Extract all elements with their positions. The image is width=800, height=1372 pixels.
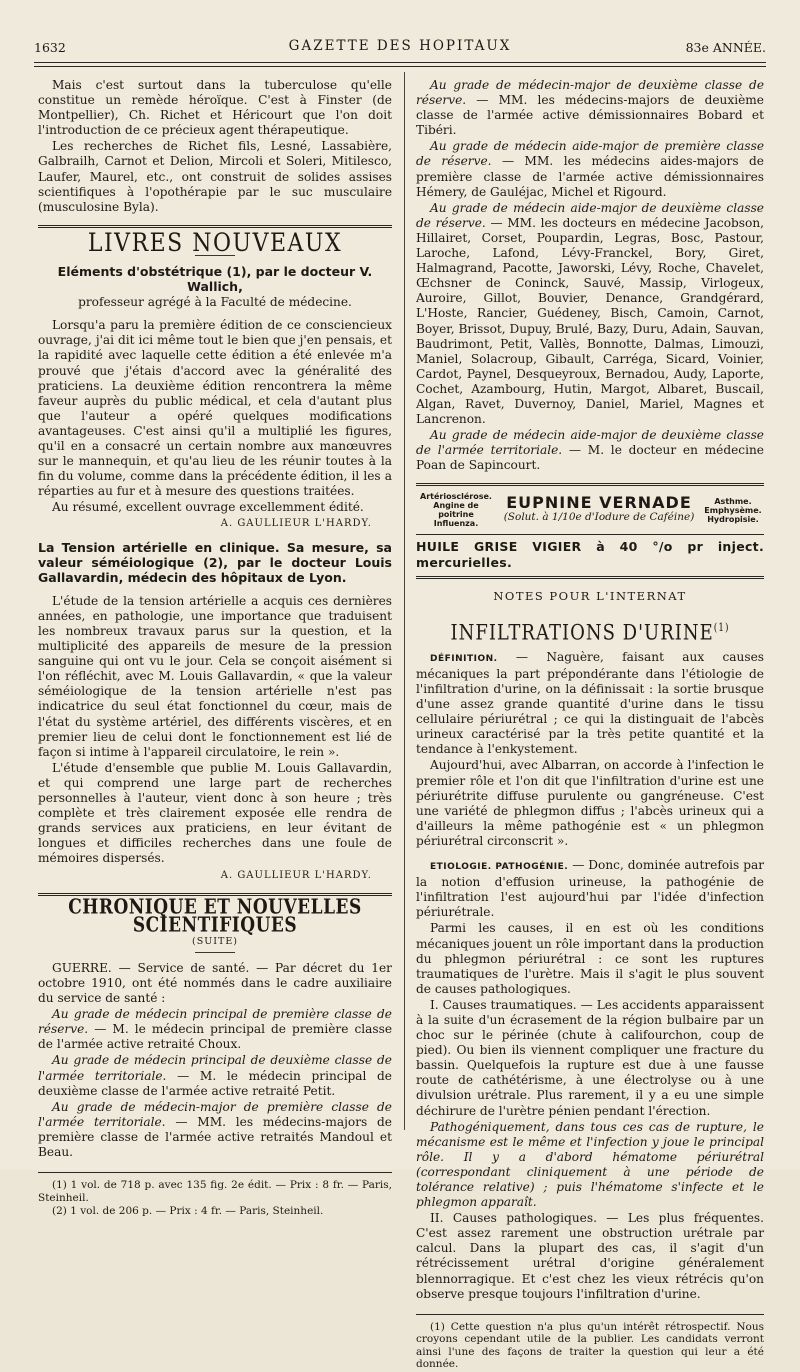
year-label: 83e ANNÉE. [685, 40, 766, 55]
page-header [34, 38, 766, 58]
paragraph: Au grade de médecin-major de deuxième classe de réserve. — MM. les médecins-majors de deuxième classe de l'armée active démissionnaires Bobard et Tibéri. [416, 78, 764, 138]
paragraph: ETIOLOGIE. PATHOGÉNIE. — Donc, dominée autrefois par la notion d'effusion urineuse, la pathogénie de l'infiltration l'est aujourd'hui par l'idée d'infection périurétrale. [416, 858, 765, 920]
footnote-ref: (1) [713, 622, 730, 635]
header-rule [34, 62, 766, 63]
paragraph: Au grade de médecin principal de deuxième classe de l'armée territoriale. — M. le médecin principal de deuxième classe de l'armée active retraité Petit. [38, 1053, 392, 1098]
signature: A. GAULLIEUR L'HARDY. [220, 869, 372, 881]
book-author-info: professeur agrégé à la Faculté de médecine. [78, 295, 352, 310]
paragraph: Les recherches de Richet fils, Lesné, Lassabière, Galbrailh, Carnot et Delion, Mircoli et Soleri, Mitilesco, Laufer, Maurel, etc., ont construit de solides assises scientifiques à l'opothérapie par le suc musculaire (musculosine Byla). [38, 139, 392, 214]
ad-center [504, 495, 695, 525]
ad-divider [416, 534, 764, 535]
advertisement-eupnine [416, 492, 764, 528]
footnote-rule [38, 1172, 392, 1173]
column-separator [404, 72, 405, 1130]
ad-divider [416, 576, 764, 579]
divider [195, 952, 235, 953]
paragraph: Pathogéniquement, dans tous ces cas de rupture, le mécanisme est le même et l'infection y joue le principal rôle. Il y a d'abord hématome périurétral (correspondant cliniquement à une période de tolérance relative) ; puis l'hématome s'infecte et le phlegmon apparaît. [416, 1119, 764, 1210]
paragraph: I. Causes traumatiques. — Les accidents apparaissent à la suite d'un écrasement de la région bulbaire par un choc sur le périnée (chute à califourchon, coup de pied). Ou bien ils viennent compliquer une fracture du bassin. Quelquefois la rupture est due à une fausse route de cathétérisme, à une électrolyse ou à une divulsion urétrale. Plus rarement, il y a eu une simple déchirure de l'urètre pénien pendant l'érection. [416, 997, 764, 1118]
advertisement-huile-grise: HUILE GRISE VIGIER à 40 °/o pr inject. mercurielles. [416, 539, 764, 570]
right-column [416, 78, 764, 1372]
paragraph: Au grade de médecin aide-major de deuxième classe de l'armée territoriale. — M. le docteur en médecine Poan de Sapincourt. [416, 428, 764, 473]
ad-subtitle: (Solut. à 1/10e d'Iodure de Caféine) [503, 511, 695, 524]
paragraph: GUERRE. — Service de santé. — Par décret du 1er octobre 1910, ont été nommés dans le cadre auxiliaire du service de santé : [38, 960, 392, 1006]
paragraph: Aujourd'hui, avec Albarran, on accorde à l'infection le premier rôle et l'on dit que l'infiltration d'urine est une périurétrite diffuse purulente ou gangréneuse. C'est une variété de phlegmon diffus ; l'abcès urineux qui a d'ailleurs la même pathogénie est « un phlegmon périurétral circonscrit ». [416, 758, 764, 848]
paragraph: Au grade de médecin-major de première classe de l'armée territoriale. — MM. les médecins-majors de première classe de l'armée active retraités Mandoul et Beau. [38, 1099, 392, 1159]
left-column [38, 78, 392, 1219]
paragraph: L'étude de la tension artérielle a acquis ces dernières années, en pathologie, une importance que traduisent les nombreux travaux parus sur la question, et la multiplicité des appareils de mesure de la pression sanguine qui ont vu le jour. Cela se conçoit aisément si l'on réfléchit, avec M. Louis Gallavardin, « que la valeur séméiologique de la tension artérielle n'est pas indicatrice du seul état fonctionnel du cœur, mais de l'état du système artériel, des différents viscères, et en premier lieu de celui dont le fonctionnement est lié de façon si intime à l'appareil circulatoire, le rein ». [38, 593, 392, 759]
section-divider [38, 225, 392, 228]
footnote: (1) 1 vol. de 718 p. avec 135 fig. 2e édit. — Prix : 8 fr. — Paris, Steinheil. [38, 1179, 392, 1204]
footnote-rule [416, 1314, 764, 1315]
paragraph: Au grade de médecin aide-major de deuxième classe de réserve. — MM. les docteurs en médecine Jacobson, Hillairet, Corset, Poupardin, Legras, Bosc, Pastour, Laroche, Lafond, Lévy-Franckel, Bory, Giret, Halmagrand, Pacotte, Jaworski, Lévy, Roche, Chavelet, Œchsner de Coninck, Sauvé, Massip, Virlogeux, Auroire, Gillot, Bouvier, Denance, Grandgérard, L'Hoste, Rancier, Guédeney, Bisch, Camoin, Carnot, Boyer, Brissot, Dupuy, Brulé, Bazy, Duru, Adain, Sauvan, Baudrimont, Petit, Vallès, Bonnotte, Dalmas, Limouzi, Maniel, Solacroup, Gibault, Carréga, Sicard, Voinier, Cardot, Paynel, Desqueyroux, Bernadou, Audy, Laporte, Cochet, Azambourg, Hutin, Margot, Albaret, Buscail, Algan, Ravet, Duvernoy, Daniel, Mariel, Magnes et Lancrenon. [416, 200, 764, 427]
footnote: (2) 1 vol. de 206 p. — Prix : 4 fr. — Paris, Steinheil. [52, 1205, 324, 1218]
journal-title: GAZETTE DES HOPITAUX [288, 38, 512, 54]
ad-indications-left: Artériosclérose. Angine de poitrine Influenza. [420, 492, 492, 529]
paragraph: L'étude d'ensemble que publie M. Louis Gallavardin, et qui comprend une large part de recherches personnelles à l'auteur, vient donc à son heure ; très complète et très clairement exposée elle rendra de grands services aux praticiens, en leur évitant de longues et difficiles recherches dans une foule de mémoires dispersés. [38, 760, 392, 866]
paragraph: Mais c'est surtout dans la tuberculose qu'elle constitue un remède héroïque. C'est à Finster (de Montpellier), Ch. Richet et Héricourt que l'on doit l'introduction de ce précieux agent thérapeutique. [38, 78, 392, 138]
book-title: La Tension artérielle en clinique. Sa mesure, sa valeur séméiologique (2), par le docteur Louis Gallavardin, médecin des hôpitaux de Lyon. [38, 539, 392, 585]
page-number: 1632 [34, 40, 66, 55]
ad-divider [416, 483, 764, 486]
paragraph: Lorsqu'a paru la première édition de ce consciencieux ouvrage, j'ai dit ici même tout le bien que j'en pensais, et la rapidité avec laquelle cette édition a été enlevée m'a prouvé que j'étais d'accord avec la généralité des praticiens. La deuxième édition rencontrera la même faveur auprès du public médical, et cela d'autant plus que l'auteur a opéré quelques modifications avantageuses. C'est ainsi qu'il a multiplié les figures, qu'il en a consacré un certain nombre aux manœuvres sur le mannequin, et qu'au lieu de les réunir toutes à la fin du volume, comme dans la précédente édition, il les a réparties au fur et à mesure des questions traitées. [38, 318, 392, 499]
book-title: Eléments d'obstétrique (1), par le docteur V. Wallich, [57, 263, 373, 295]
header-rule-2 [34, 66, 766, 67]
section-title-chronique: CHRONIQUE ET NOUVELLES SCIENTIFIQUES [68, 894, 362, 938]
paragraph: Au résumé, excellent ouvrage excellemment édité. [52, 500, 364, 515]
article-title: INFILTRATIONS D'URINE$^{(1)}$ [450, 619, 730, 646]
section-title-livres: LIVRES NOUVEAUX [87, 228, 343, 258]
section-title-notes: NOTES POUR L'INTERNAT [493, 588, 687, 603]
signature: A. GAULLIEUR L'HARDY. [220, 518, 372, 530]
paragraph: II. Causes pathologiques. — Les plus fréquentes. C'est assez rarement une obstruction urétrale par calcul. Dans la plupart des cas, il s'agit d'un rétrécissement urétral d'origine généralement blennorragique. Et c'est chez les vieux rétrécis qu'on observe presque toujours l'infiltration d'urine. [416, 1211, 764, 1301]
paragraph: Parmi les causes, il en est où les conditions mécaniques jouent un rôle important dans la production du phlegmon périurétral : ce sont les ruptures traumatiques de l'urètre. Mais il s'agit le plus souvent de causes pathologiques. [416, 921, 764, 996]
paragraph: Au grade de médecin aide-major de première classe de réserve. — MM. les médecins aides-majors de première classe de l'armée active démissionnaires Hémery, de Gauléjac, Michel et Rigourd. [416, 139, 764, 199]
ad-indications-right: Asthme. Emphysème. Hydropisie. [704, 496, 762, 524]
paragraph: DÉFINITION. — Naguère, faisant aux causes mécaniques la part prépondérante dans l'étiologie de l'infiltration d'urine, on la définissait : la sortie brusque d'une assez grande quantité d'urine dans le tissu cellulaire périurétral ; ce qui la distinguait de l'abcès urineux caractérisé par la très petite quantité et la tendance à l'enkystement. [416, 649, 765, 757]
ad-brand: EUPNINE VERNADE [506, 493, 692, 513]
section-subtitle: (SUITE) [192, 935, 238, 947]
footnote: (1) Cette question n'a plus qu'un intérêt rétrospectif. Nous croyons cependant utile de la publier. Les candidats verront ainsi l'une des façons de traiter la question qui leur a été donnée. [416, 1320, 764, 1371]
paragraph: Au grade de médecin principal de première classe de réserve. — M. le médecin principal de première classe de l'armée active retraité Choux. [38, 1007, 393, 1052]
